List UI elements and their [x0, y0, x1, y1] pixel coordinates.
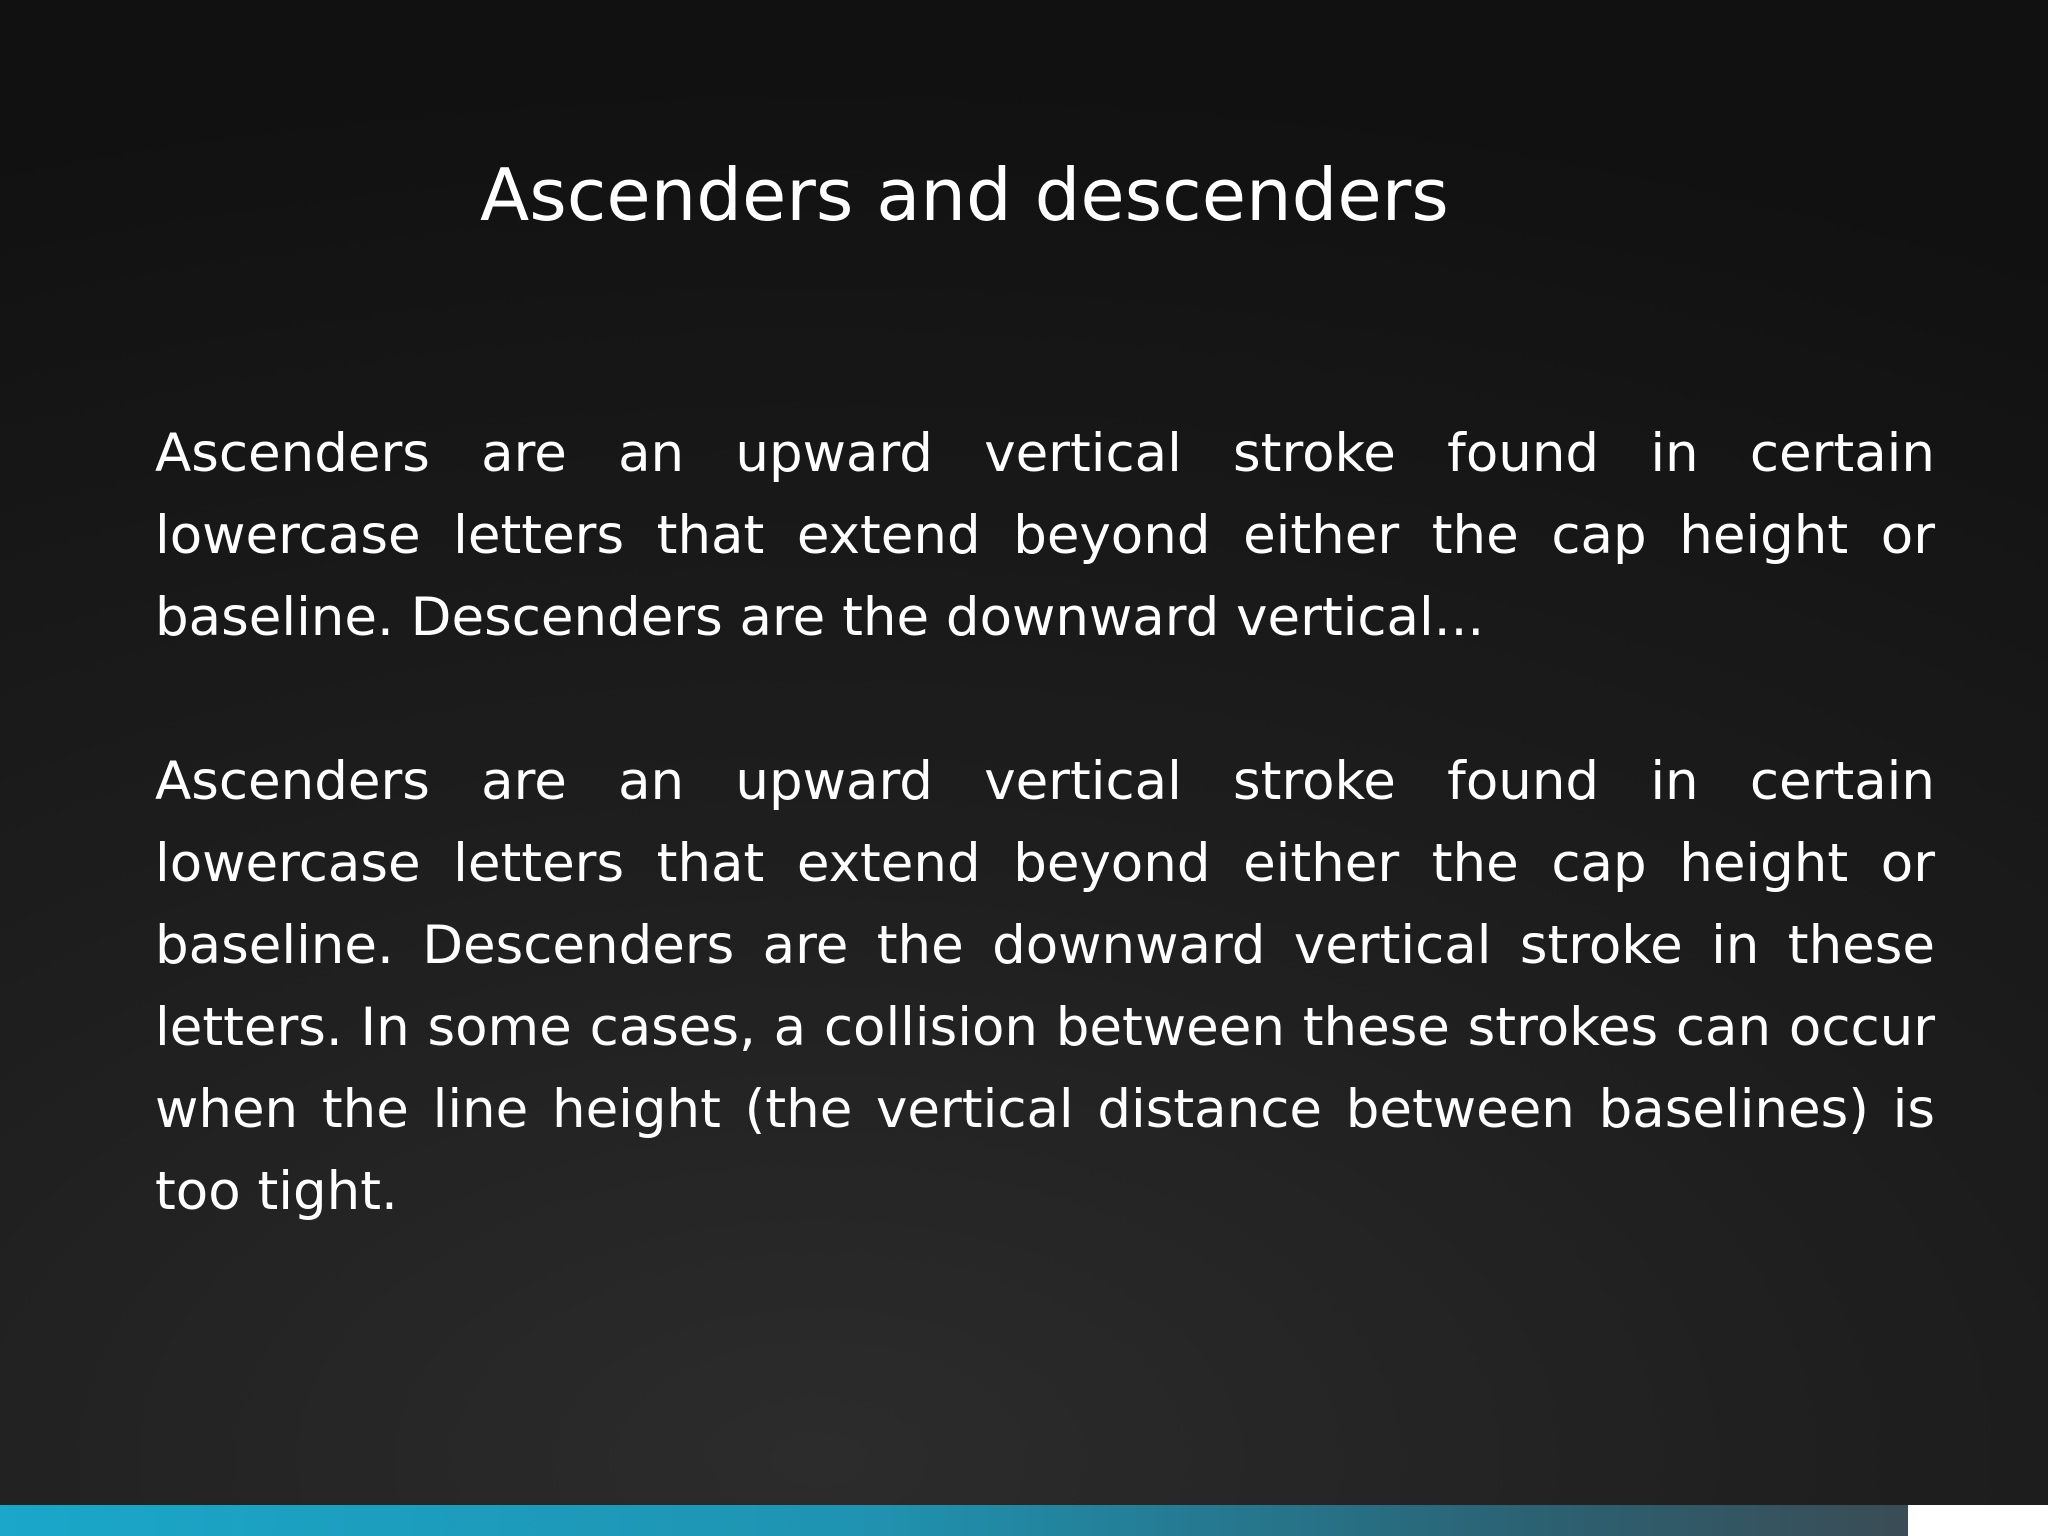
- paragraph-summary: Ascenders are an upward vertical stroke found in certain lowercase letters that extend beyond either the cap height or baseline. Descenders are the downward vertical...: [155, 423, 1935, 648]
- paragraph-full: Ascenders are an upward vertical stroke found in certain lowercase letters that extend beyond either the cap height or baseline. Descenders are the downward vertical stroke in these letters. In some cases, a collision between these strokes can occur when the line height (the vertical distance between baselines) is too tight.: [155, 751, 1935, 1222]
- slide-title: Ascenders and descenders: [480, 153, 1449, 237]
- accent-bar: [0, 1505, 1908, 1536]
- corner-block: [1908, 1505, 2048, 1536]
- slide-body: [155, 413, 1935, 1233]
